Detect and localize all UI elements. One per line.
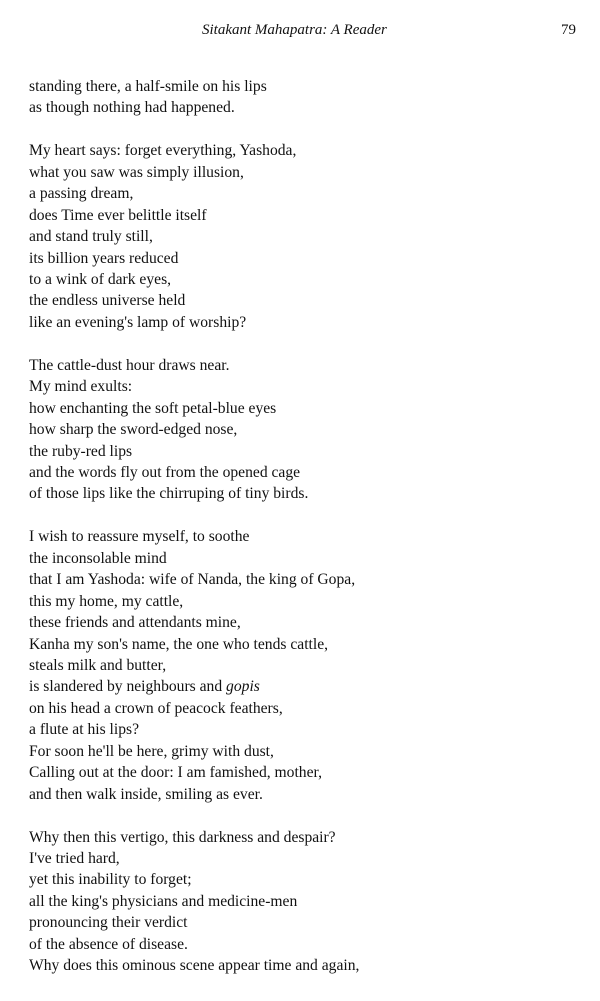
poem-line: all the king's physicians and medicine-men — [29, 892, 298, 910]
poem-line: For soon he'll be here, grimy with dust, — [29, 742, 274, 760]
poem-line: like an evening's lamp of worship? — [29, 313, 247, 331]
poem-line: how sharp the sword-edged nose, — [29, 421, 238, 439]
poem-line: Calling out at the door: I am famished, mother, — [29, 764, 322, 782]
poem-line: Why does this ominous scene appear time and again, — [29, 957, 360, 975]
poem-line: Kanha my son's name, the one who tends cattle, — [29, 635, 329, 653]
stanza — [29, 827, 589, 977]
poem-line: My heart says: forget everything, Yashoda, — [29, 142, 297, 160]
poem-line: as though nothing had happened. — [29, 99, 235, 117]
poem-line: Why then this vertigo, this darkness and despair? — [29, 828, 336, 846]
poem-line: these friends and attendants mine, — [29, 614, 241, 632]
poem-line: The cattle-dust hour draws near. — [29, 356, 230, 374]
poem-line: steals milk and butter, — [29, 657, 167, 674]
poem-line: My mind exults: — [29, 378, 133, 396]
poem-line: to a wink of dark eyes, — [29, 271, 172, 288]
poem-line: how enchanting the soft petal-blue eyes — [29, 399, 277, 417]
poem-line: I've tried hard, — [29, 850, 120, 867]
poem-line: the ruby-red lips — [29, 442, 133, 460]
poem-line: a flute at his lips? — [29, 721, 139, 739]
page-number: 79 — [561, 22, 576, 38]
poem-line: a passing dream, — [29, 185, 134, 203]
poem-line: is slandered by neighbours and gopis — [29, 678, 260, 696]
running-header — [0, 22, 600, 44]
poem-line: what you saw was simply illusion, — [29, 163, 244, 181]
poem-line: on his head a crown of peacock feathers, — [29, 699, 283, 717]
poem-line: yet this inability to forget; — [29, 871, 192, 889]
poem-line: that I am Yashoda: wife of Nanda, the king of Gopa, — [29, 571, 356, 589]
stanza — [29, 355, 589, 505]
poem-line: of the absence of disease. — [29, 935, 188, 953]
poem-body — [29, 76, 589, 977]
poem-line: its billion years reduced — [29, 249, 179, 267]
poem-line: standing there, a half-smile on his lips — [29, 78, 267, 95]
poem-line: of those lips like the chirruping of tiny birds. — [29, 485, 309, 503]
stanza — [29, 526, 589, 805]
poem-line: I wish to reassure myself, to soothe — [29, 528, 250, 546]
poem-line: pronouncing their verdict — [29, 914, 188, 932]
poem-line: and the words fly out from the opened cage — [29, 464, 301, 481]
stanza — [29, 76, 589, 119]
poem-line: the inconsolable mind — [29, 549, 167, 567]
poem-line: and then walk inside, smiling as ever. — [29, 785, 263, 803]
poem-line: and stand truly still, — [29, 228, 153, 246]
stanza — [29, 140, 589, 333]
poem-line: this my home, my cattle, — [29, 592, 184, 610]
running-title: Sitakant Mahapatra: A Reader — [202, 22, 387, 38]
poem-line: the endless universe held — [29, 292, 186, 310]
italic-term: gopis — [226, 678, 260, 696]
poem-line: does Time ever belittle itself — [29, 206, 207, 224]
